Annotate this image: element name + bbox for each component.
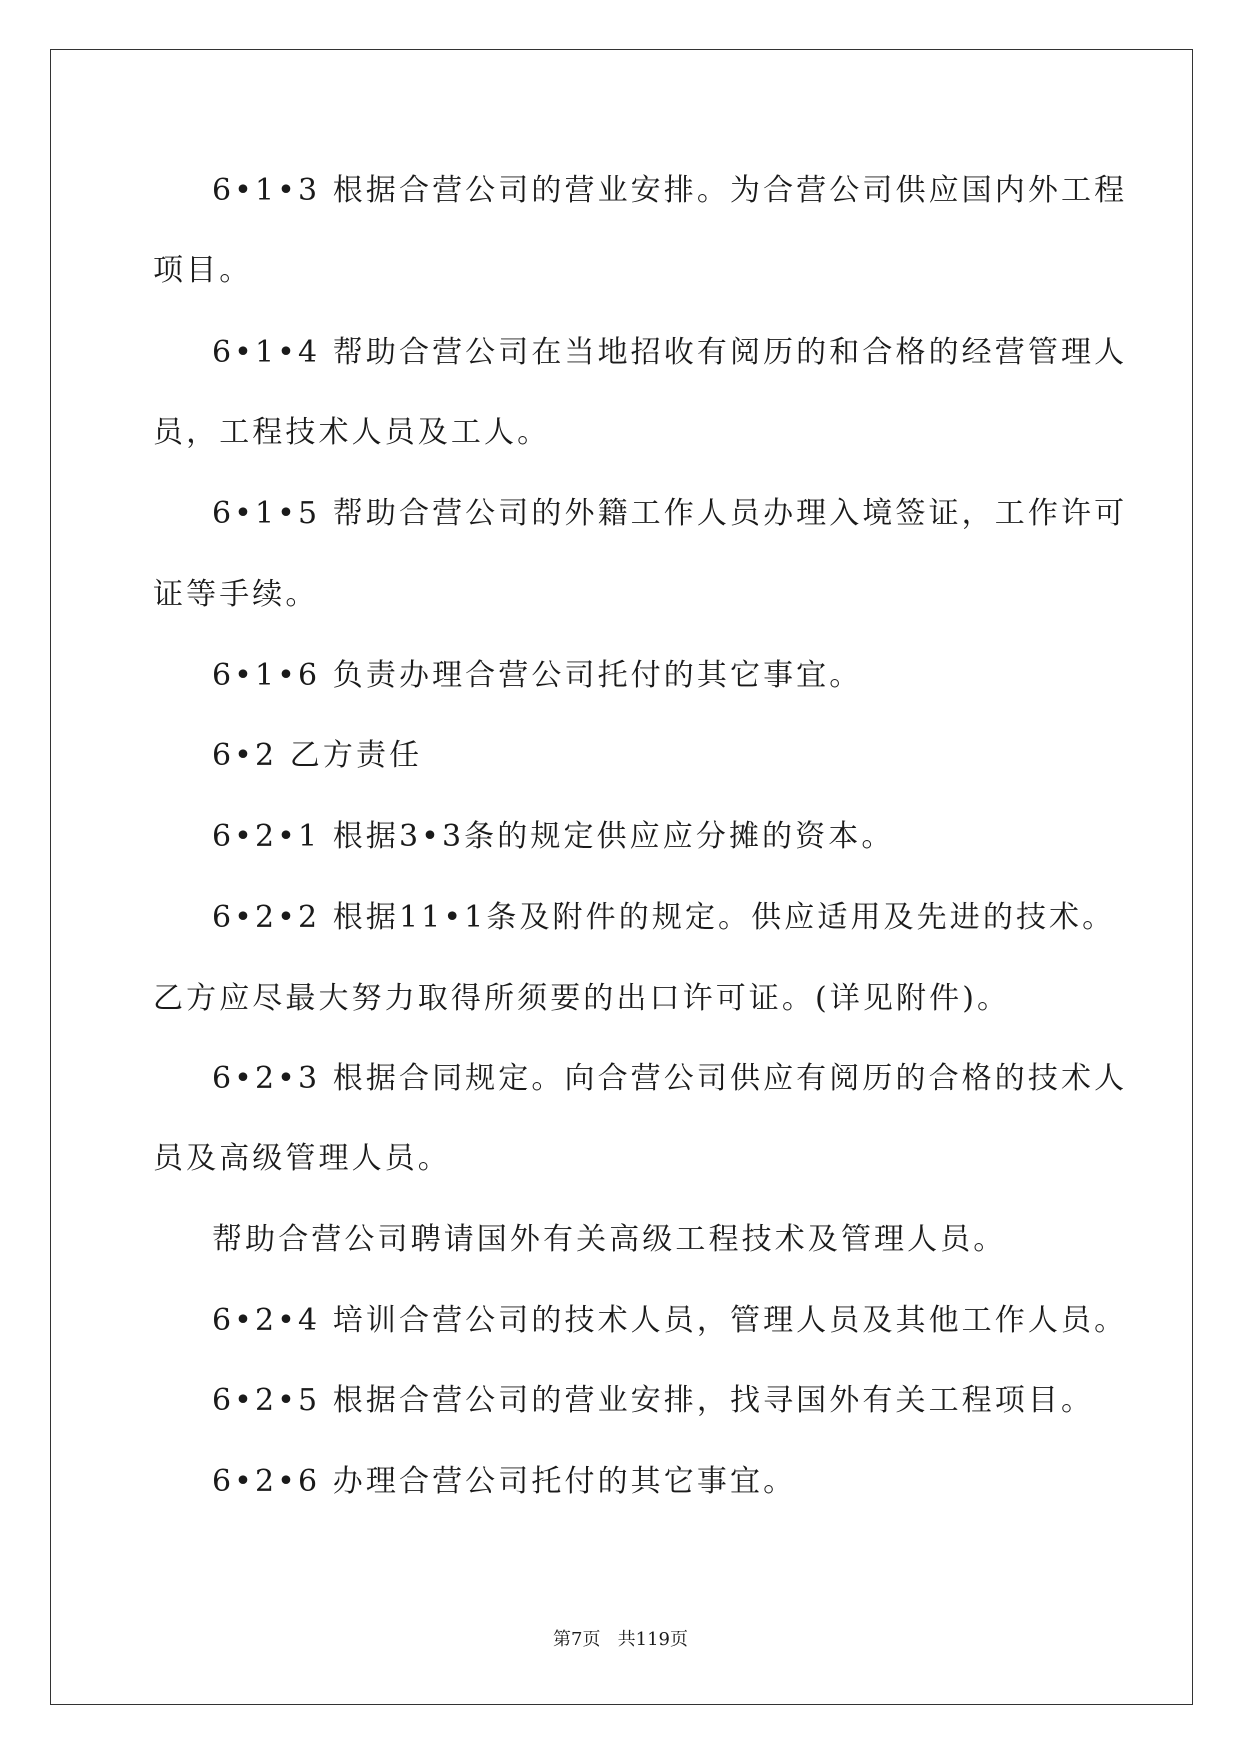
paragraph-line: 员，工程技术人员及工人。	[153, 415, 551, 450]
paragraph-line: 6•1•6 负责办理合营公司托付的其它事宜。	[212, 658, 863, 693]
paragraph-line: 6•2•3 根据合同规定。向合营公司供应有阅历的合格的技术人	[212, 1061, 1128, 1096]
paragraph-line: 项目。	[153, 253, 253, 288]
paragraph-line: 6•2•1 根据3•3条的规定供应应分摊的资本。	[212, 819, 895, 854]
paragraph-line: 6•2•5 根据合营公司的营业安排，找寻国外有关工程项目。	[212, 1383, 1095, 1418]
paragraph-line: 证等手续。	[153, 577, 319, 612]
paragraph-line: 6•1•4 帮助合营公司在当地招收有阅历的和合格的经营管理人	[212, 335, 1128, 370]
paragraph-line: 6•2•6 办理合营公司托付的其它事宜。	[212, 1464, 797, 1499]
paragraph-line: 员及高级管理人员。	[153, 1141, 451, 1176]
paragraph-line: 6•2•4 培训合营公司的技术人员，管理人员及其他工作人员。	[212, 1303, 1128, 1338]
paragraph-line: 乙方应尽最大努力取得所须要的出口许可证。(详见附件)。	[153, 981, 1011, 1016]
paragraph-line: 6•2•2 根据11•1条及附件的规定。供应适用及先进的技术。	[212, 900, 1116, 935]
section-heading: 6•2 乙方责任	[212, 738, 423, 773]
paragraph-line: 6•1•5 帮助合营公司的外籍工作人员办理入境签证，工作许可	[212, 496, 1128, 531]
page-border	[50, 49, 1193, 1705]
paragraph-line: 帮助合营公司聘请国外有关高级工程技术及管理人员。	[212, 1222, 1007, 1257]
paragraph-line: 6•1•3 根据合营公司的营业安排。为合营公司供应国内外工程	[212, 173, 1128, 208]
page-footer: 第7页 共119页	[553, 1629, 688, 1650]
